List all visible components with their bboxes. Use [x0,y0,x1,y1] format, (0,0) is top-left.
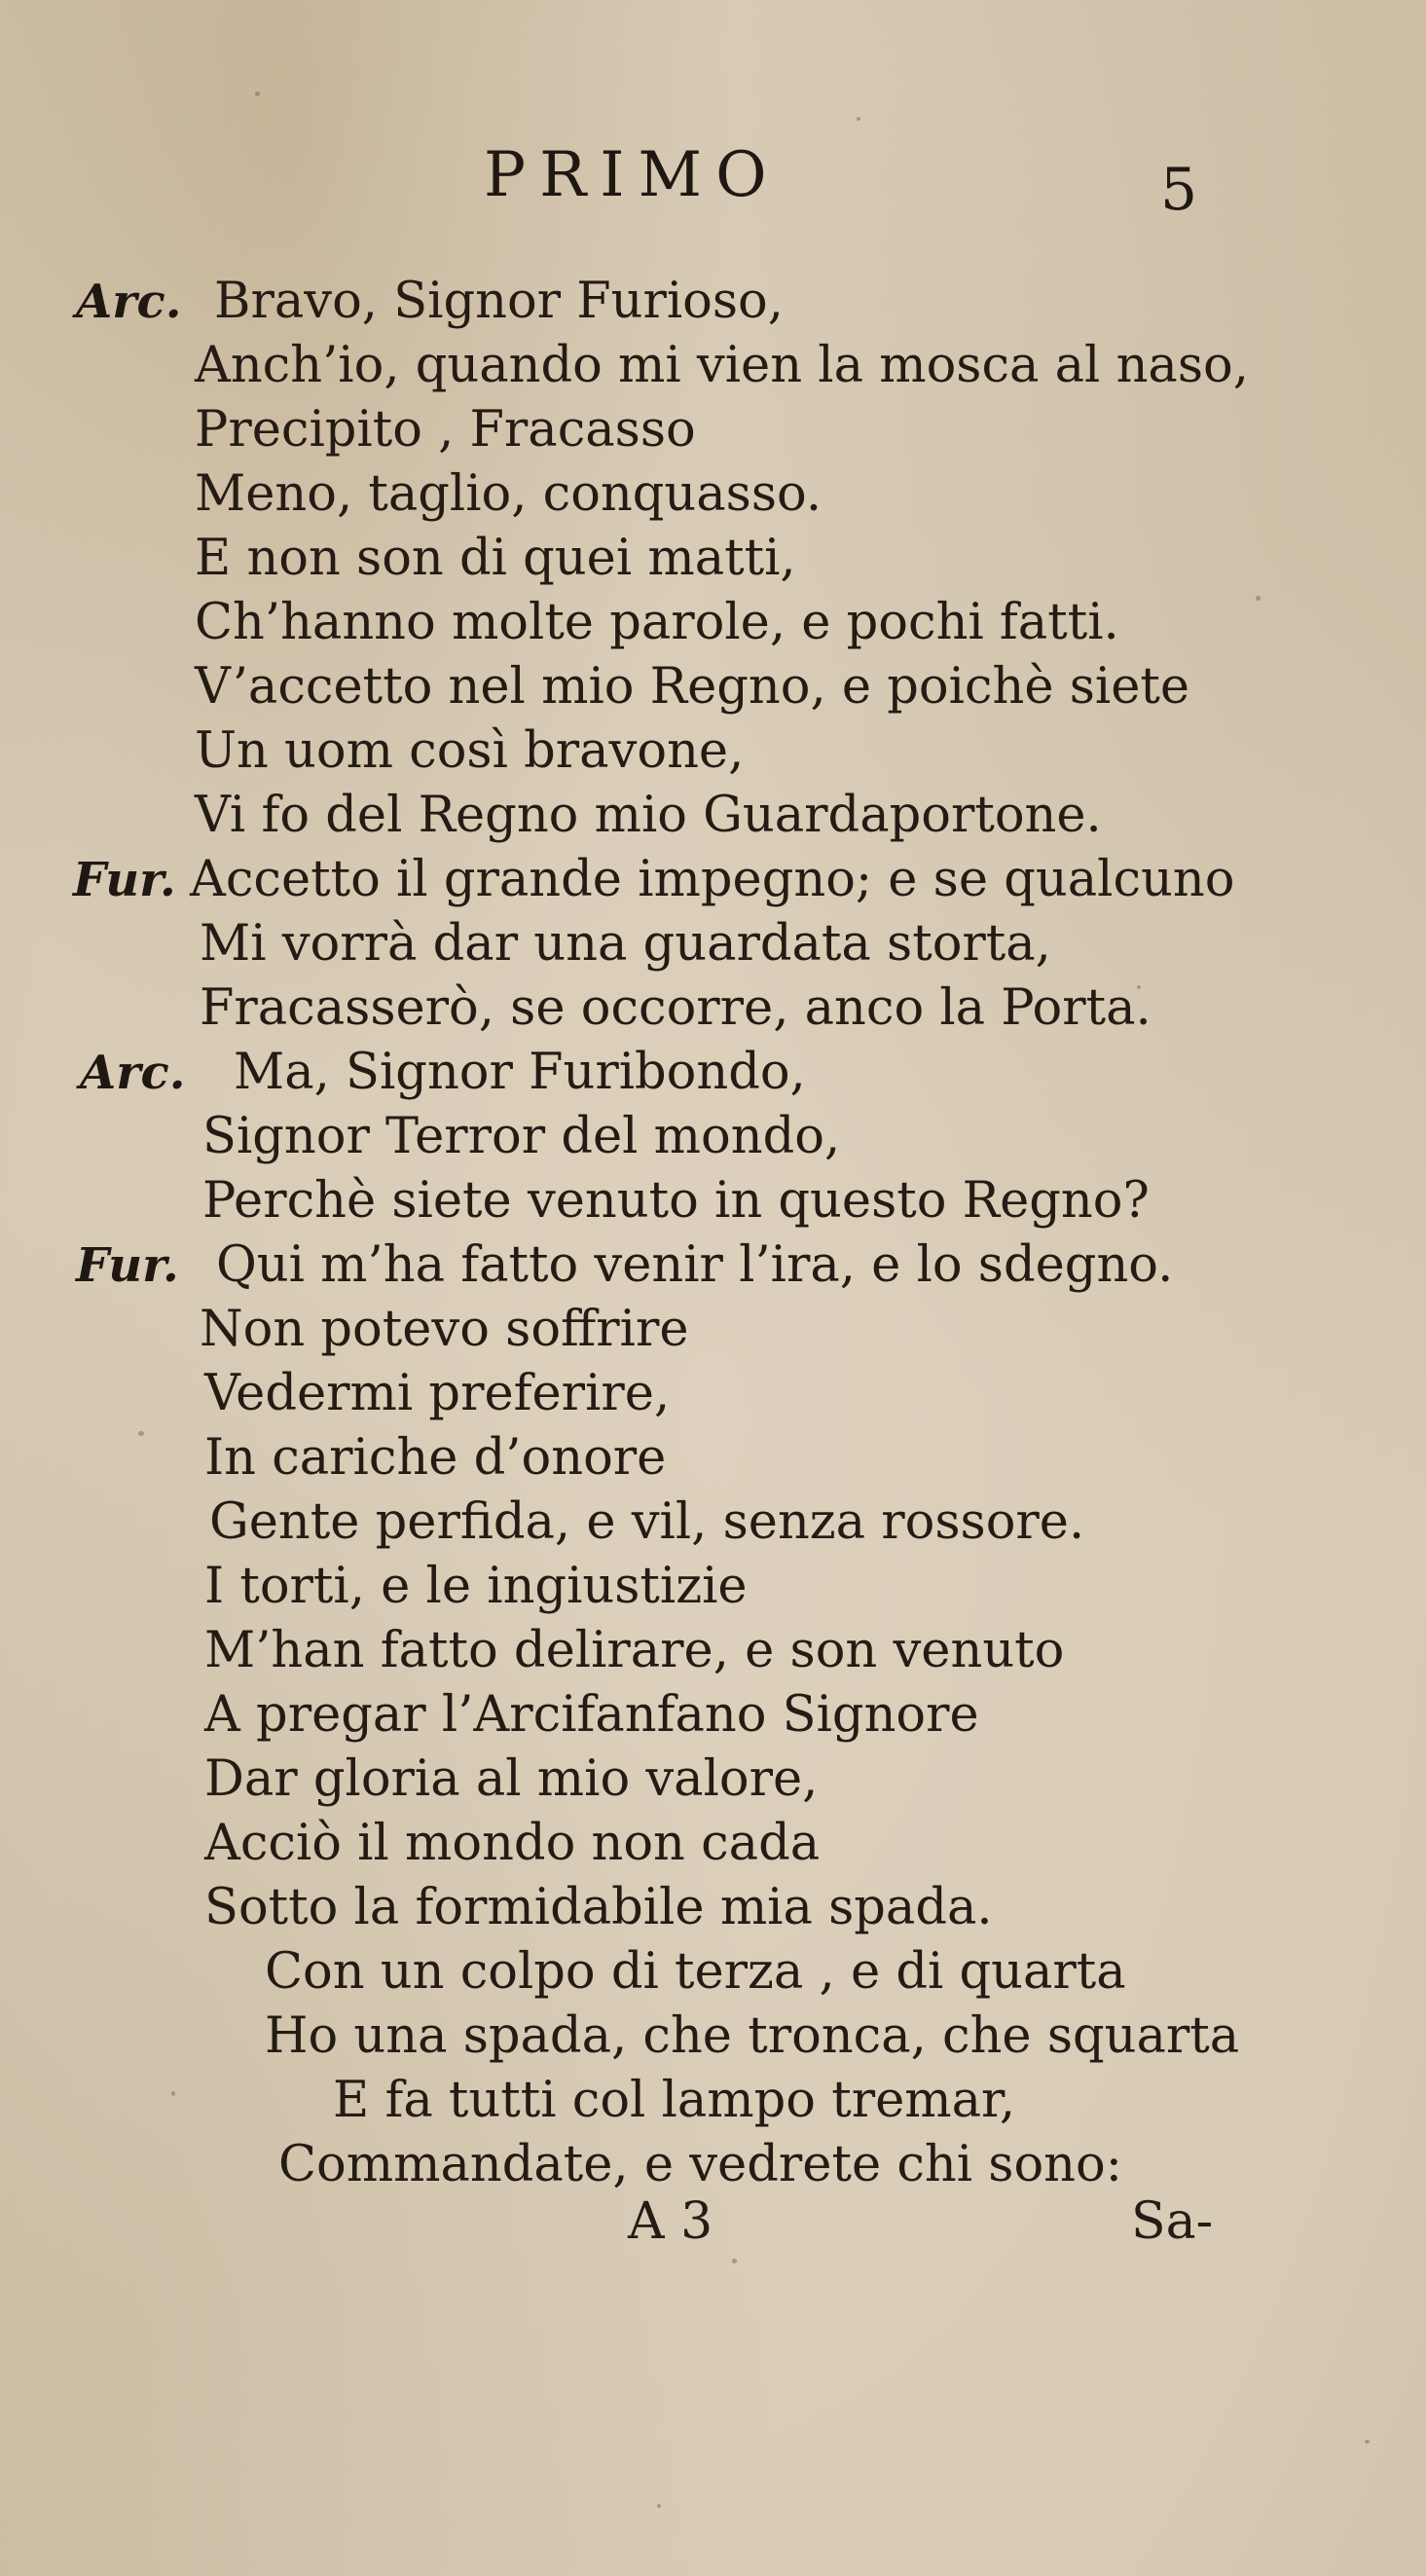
verse-line [0,977,1426,1040]
verse-line [0,528,1426,590]
verse-text: E non son di quei matti, [195,530,796,587]
verse-line [0,2103,1426,2193]
verse-line [0,1941,1426,2004]
running-title: PRIMO [484,139,781,211]
verse-text: E fa tutti col lampo tremar, [333,2072,1016,2129]
verse-text: Meno, taglio, conquasso. [195,465,823,523]
verse-text: Sotto la formidabile mia spada. [204,1879,993,1936]
verse-text: Acciò il mondo non cada [204,1815,821,1872]
page-number: 5 [1160,156,1198,224]
paper-speck [1365,2440,1370,2444]
verse-line [0,399,1426,461]
verse-text: Bravo, Signor Furioso, [214,273,784,330]
paper-speck [657,2504,661,2508]
paper-speck [732,2259,737,2263]
verse-text: M’han fatto delirare, e son venuto [204,1622,1065,1679]
verse-text: Ho una spada, che tronca, che squarta [265,2007,1240,2065]
verse-line [0,1042,1426,1104]
verse-text: Accetto il grande impegno; e se qualcuno [190,851,1235,908]
verse-line [0,1170,1426,1233]
verse-line [0,1877,1426,1939]
verse-text: Fracasserò, se occorre, anco la Porta. [200,979,1152,1037]
verse-text: Vi fo del Regno mio Guardaportone. [195,787,1102,844]
verse-line [0,720,1426,783]
verse-text: A pregar l’Arcifanfano Signore [204,1686,979,1744]
verse-line [0,1620,1426,1682]
verse-line [0,849,1426,911]
verse-text: Precipito , Fracasso [195,401,696,459]
verse-line [0,1299,1426,1361]
verse-line [0,1363,1426,1425]
paper-speck [255,92,260,96]
verse-text: Mi vorrà dar una guardata storta, [200,915,1051,973]
verse-text: Signor Terror del mondo, [202,1108,841,1165]
verse-line [0,1491,1426,1554]
verse-text: Con un colpo di terza , e di quarta [265,1943,1126,2001]
catchword: Sa- [1131,2192,1214,2251]
verse-text: Commandate, e vedrete chi sono: [278,2136,1122,2193]
verse-line [0,1748,1426,1811]
verse-text: Qui m’ha fatto venir l’ira, e lo sdegno. [216,1236,1174,1294]
verse-line [0,656,1426,718]
verse-text: Ch’hanno molte parole, e pochi fatti. [195,594,1119,651]
verse-text: Dar gloria al mio valore, [204,1750,819,1808]
verse-line [0,913,1426,975]
verse-line [0,1813,1426,1875]
verse-line [0,1234,1426,1297]
verse-text: Non potevo soffrire [200,1301,689,1358]
verse-text: Vedermi preferire, [204,1365,671,1422]
verse-line [0,271,1426,333]
verse-line [0,785,1426,847]
verse-line [0,1427,1426,1490]
speaker-label: Arc. [80,1046,186,1100]
verse-text: In cariche d’onore [204,1429,667,1487]
page-footer [0,2190,1426,2259]
verse-text: V’accetto nel mio Regno, e poichè siete [195,658,1190,716]
verse-text: Ma, Signor Furibondo, [234,1044,806,1101]
verse-line [0,1106,1426,1168]
signature-mark: A 3 [628,2192,713,2251]
speaker-label: Fur. [76,1238,179,1293]
verse-line [0,335,1426,397]
verse-text: Gente perfida, e vil, senza rossore. [209,1493,1085,1551]
paper-speck [857,117,860,121]
verse-line [0,592,1426,654]
verse-text: I torti, e le ingiustizie [204,1558,748,1615]
verse-line [0,1684,1426,1747]
verse-line [0,2006,1426,2068]
speaker-label: Fur. [73,853,176,907]
verse-line [0,463,1426,526]
verse-text: Un uom così bravone, [195,722,745,780]
running-header [0,136,1426,224]
verse-line [0,1556,1426,1618]
speaker-label: Arc. [76,275,182,329]
verse-text: Perchè siete venuto in questo Regno? [202,1172,1150,1230]
verse-text: Anch’io, quando mi vien la mosca al naso, [195,337,1249,394]
